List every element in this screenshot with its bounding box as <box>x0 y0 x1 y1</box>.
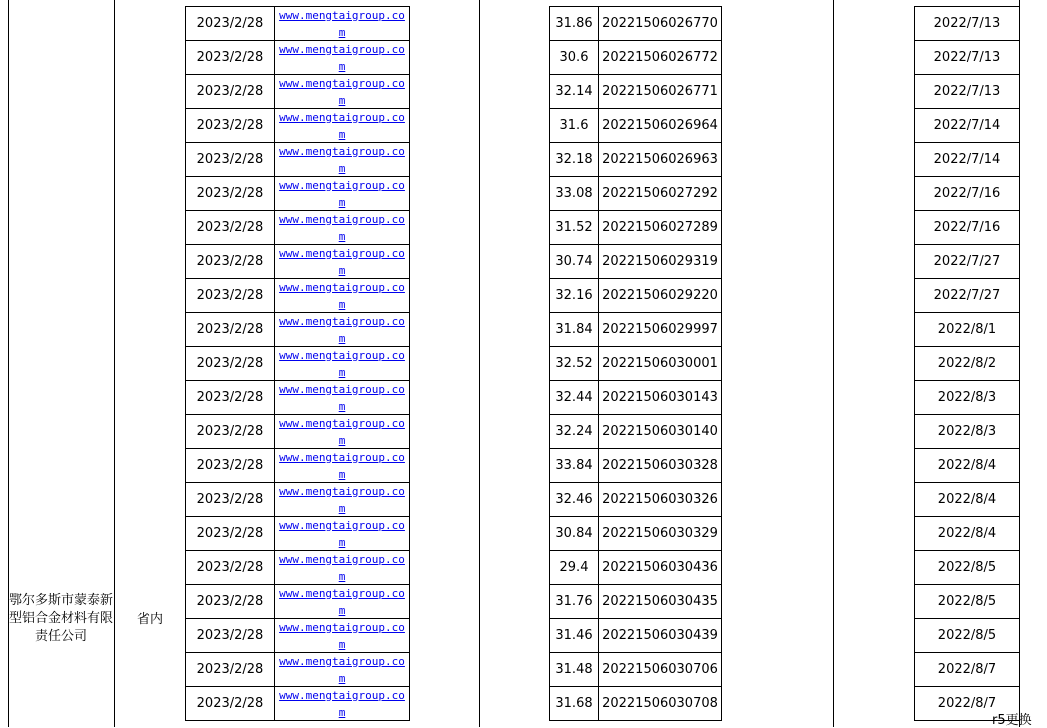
certificate-number-cell: 20221506030439 <box>602 628 718 643</box>
certificate-number-cell: 20221506030001 <box>602 356 718 371</box>
value-cell: 32.16 <box>555 288 593 303</box>
expiry-date-cell: 2023/2/28 <box>196 288 264 303</box>
table-cell <box>914 210 1020 245</box>
website-link[interactable]: www.mengtaigroup.com <box>279 178 405 209</box>
website-link[interactable]: www.mengtaigroup.com <box>279 620 405 651</box>
issue-date-cell: 2022/8/4 <box>937 492 997 507</box>
company-name: 鄂尔多斯市蒙泰新型铝合金材料有限责任公司 <box>8 593 113 644</box>
issue-date-cell: 2022/8/7 <box>937 662 997 677</box>
certificate-number-cell: 20221506029220 <box>602 288 718 303</box>
table-cell <box>549 414 599 449</box>
table-cell <box>274 414 410 449</box>
website-link[interactable]: www.mengtaigroup.com <box>279 450 405 481</box>
table-cell <box>914 516 1020 551</box>
certificate-number-cell: 20221506030326 <box>602 492 718 507</box>
table-cell <box>274 210 410 245</box>
issue-date-cell: 2022/8/3 <box>937 390 997 405</box>
expiry-date-cell: 2023/2/28 <box>196 560 264 575</box>
certificate-number-cell: 20221506030329 <box>602 526 718 541</box>
table-cell <box>549 210 599 245</box>
table-cell <box>549 686 599 721</box>
value-cell: 31.76 <box>555 594 593 609</box>
table-cell <box>914 74 1020 109</box>
table-cell <box>598 108 722 143</box>
table-cell <box>914 6 1020 41</box>
certificate-number-cell: 20221506030328 <box>602 458 718 473</box>
issue-date-cell: 2022/7/14 <box>933 152 1001 167</box>
value-cell: 32.14 <box>555 84 593 99</box>
issue-date-cell: 2022/7/14 <box>933 118 1001 133</box>
value-cell: 32.52 <box>555 356 593 371</box>
table-cell <box>274 108 410 143</box>
region-label: 省内 <box>136 612 163 627</box>
table-cell <box>598 584 722 619</box>
value-cell: 31.52 <box>555 220 593 235</box>
table-cell <box>185 40 275 75</box>
footer-note: r5更换 <box>992 713 1032 728</box>
table-cell <box>598 244 722 279</box>
table-cell <box>914 482 1020 517</box>
table-cell <box>274 6 410 41</box>
table-cell <box>598 550 722 585</box>
expiry-date-cell: 2023/2/28 <box>196 84 264 99</box>
certificate-number-cell: 20221506026772 <box>602 50 718 65</box>
table-cell <box>549 448 599 483</box>
grid-line <box>479 0 480 727</box>
website-link[interactable]: www.mengtaigroup.com <box>279 8 405 39</box>
table-cell <box>598 142 722 177</box>
table-cell <box>598 6 722 41</box>
website-link[interactable]: www.mengtaigroup.com <box>279 586 405 617</box>
website-link[interactable]: www.mengtaigroup.com <box>279 552 405 583</box>
table-cell <box>914 176 1020 211</box>
value-cell: 31.6 <box>559 118 589 133</box>
website-link[interactable]: www.mengtaigroup.com <box>279 76 405 107</box>
expiry-date-cell: 2023/2/28 <box>196 492 264 507</box>
website-link[interactable]: www.mengtaigroup.com <box>279 212 405 243</box>
issue-date-cell: 2022/8/5 <box>937 628 997 643</box>
table-cell <box>185 142 275 177</box>
table-cell <box>274 618 410 653</box>
table-cell <box>185 652 275 687</box>
table-cell <box>185 244 275 279</box>
table-cell <box>274 346 410 381</box>
certificate-number-cell: 20221506030140 <box>602 424 718 439</box>
table-cell <box>914 312 1020 347</box>
table-cell <box>185 6 275 41</box>
expiry-date-cell: 2023/2/28 <box>196 696 264 711</box>
website-link[interactable]: www.mengtaigroup.com <box>279 484 405 515</box>
website-link[interactable]: www.mengtaigroup.com <box>279 144 405 175</box>
website-link[interactable]: www.mengtaigroup.com <box>279 654 405 685</box>
certificate-number-cell: 20221506029997 <box>602 322 718 337</box>
value-cell: 31.46 <box>555 628 593 643</box>
expiry-date-cell: 2023/2/28 <box>196 458 264 473</box>
table-cell <box>598 448 722 483</box>
table-cell <box>549 142 599 177</box>
table-cell <box>598 414 722 449</box>
expiry-date-cell: 2023/2/28 <box>196 628 264 643</box>
table-cell <box>914 380 1020 415</box>
table-cell <box>549 278 599 313</box>
table-cell <box>185 312 275 347</box>
certificate-number-cell: 20221506030436 <box>602 560 718 575</box>
issue-date-cell: 2022/7/16 <box>933 186 1001 201</box>
certificate-number-cell: 20221506026771 <box>602 84 718 99</box>
table-cell <box>185 278 275 313</box>
value-cell: 33.84 <box>555 458 593 473</box>
table-cell <box>549 346 599 381</box>
certificate-number-cell: 20221506030708 <box>602 696 718 711</box>
table-cell <box>185 482 275 517</box>
website-link[interactable]: www.mengtaigroup.com <box>279 688 405 719</box>
table-cell <box>598 278 722 313</box>
certificate-number-cell: 20221506030143 <box>602 390 718 405</box>
table-cell <box>274 482 410 517</box>
table-cell <box>185 210 275 245</box>
website-link[interactable]: www.mengtaigroup.com <box>279 246 405 277</box>
table-cell <box>914 414 1020 449</box>
table-cell <box>274 40 410 75</box>
table-cell <box>549 40 599 75</box>
table-cell <box>914 244 1020 279</box>
table-cell <box>914 618 1020 653</box>
value-cell: 32.24 <box>555 424 593 439</box>
website-link[interactable]: www.mengtaigroup.com <box>279 280 405 311</box>
issue-date-cell: 2022/8/1 <box>937 322 997 337</box>
table-cell <box>185 618 275 653</box>
table-cell <box>274 448 410 483</box>
certificate-number-cell: 20221506027292 <box>602 186 718 201</box>
table-cell <box>598 74 722 109</box>
value-cell: 32.44 <box>555 390 593 405</box>
value-cell: 31.84 <box>555 322 593 337</box>
certificate-number-cell: 20221506026770 <box>602 16 718 31</box>
table-cell <box>598 380 722 415</box>
table-cell <box>598 652 722 687</box>
table-cell <box>914 550 1020 585</box>
value-cell: 31.86 <box>555 16 593 31</box>
table-cell <box>185 74 275 109</box>
website-link[interactable]: www.mengtaigroup.com <box>279 42 405 73</box>
issue-date-cell: 2022/8/2 <box>937 356 997 371</box>
grid-line <box>833 0 834 727</box>
issue-date-cell: 2022/7/27 <box>933 254 1001 269</box>
table-cell <box>598 210 722 245</box>
value-cell: 30.74 <box>555 254 593 269</box>
table-cell <box>185 686 275 721</box>
value-cell: 30.84 <box>555 526 593 541</box>
table-cell <box>185 346 275 381</box>
expiry-date-cell: 2023/2/28 <box>196 50 264 65</box>
table-cell <box>185 550 275 585</box>
table-cell <box>185 516 275 551</box>
value-cell: 31.48 <box>555 662 593 677</box>
value-cell: 30.6 <box>559 50 589 65</box>
value-cell: 31.68 <box>555 696 593 711</box>
table-cell <box>549 108 599 143</box>
table-cell <box>549 244 599 279</box>
table-cell <box>549 652 599 687</box>
table-cell <box>549 550 599 585</box>
expiry-date-cell: 2023/2/28 <box>196 254 264 269</box>
website-link[interactable]: www.mengtaigroup.com <box>279 382 405 413</box>
table-cell <box>274 686 410 721</box>
table-cell <box>274 584 410 619</box>
issue-date-cell: 2022/7/13 <box>933 84 1001 99</box>
issue-date-cell: 2022/7/27 <box>933 288 1001 303</box>
value-cell: 33.08 <box>555 186 593 201</box>
table-cell <box>598 40 722 75</box>
certificate-number-cell: 20221506026963 <box>602 152 718 167</box>
expiry-date-cell: 2023/2/28 <box>196 526 264 541</box>
certificate-number-cell: 20221506027289 <box>602 220 718 235</box>
expiry-date-cell: 2023/2/28 <box>196 594 264 609</box>
table-cell <box>274 550 410 585</box>
issue-date-cell: 2022/8/4 <box>937 526 997 541</box>
certificate-number-cell: 20221506029319 <box>602 254 718 269</box>
certificate-number-cell: 20221506026964 <box>602 118 718 133</box>
issue-date-cell: 2022/7/13 <box>933 50 1001 65</box>
table-cell <box>274 142 410 177</box>
table-cell <box>549 618 599 653</box>
table-cell <box>598 312 722 347</box>
expiry-date-cell: 2023/2/28 <box>196 186 264 201</box>
table-cell <box>274 176 410 211</box>
certificate-number-cell: 20221506030435 <box>602 594 718 609</box>
table-cell <box>598 516 722 551</box>
website-link[interactable]: www.mengtaigroup.com <box>279 518 405 549</box>
table-cell <box>598 346 722 381</box>
issue-date-cell: 2022/8/4 <box>937 458 997 473</box>
website-link[interactable]: www.mengtaigroup.com <box>279 416 405 447</box>
table-cell <box>549 482 599 517</box>
issue-date-cell: 2022/8/7 <box>937 696 997 711</box>
table-cell <box>549 584 599 619</box>
table-cell <box>274 278 410 313</box>
table-cell <box>549 6 599 41</box>
table-cell <box>914 278 1020 313</box>
table-cell <box>598 482 722 517</box>
website-link[interactable]: www.mengtaigroup.com <box>279 314 405 345</box>
expiry-date-cell: 2023/2/28 <box>196 118 264 133</box>
table-cell <box>598 618 722 653</box>
expiry-date-cell: 2023/2/28 <box>196 356 264 371</box>
table-cell <box>185 176 275 211</box>
table-cell <box>185 414 275 449</box>
expiry-date-cell: 2023/2/28 <box>196 662 264 677</box>
expiry-date-cell: 2023/2/28 <box>196 152 264 167</box>
table-cell <box>185 448 275 483</box>
table-cell <box>549 74 599 109</box>
table-cell <box>274 652 410 687</box>
table-cell <box>185 108 275 143</box>
table-cell <box>549 380 599 415</box>
table-cell <box>914 448 1020 483</box>
table-cell <box>914 142 1020 177</box>
table-cell <box>914 652 1020 687</box>
table-cell <box>274 74 410 109</box>
certificate-number-cell: 20221506030706 <box>602 662 718 677</box>
issue-date-cell: 2022/8/5 <box>937 594 997 609</box>
table-cell <box>274 312 410 347</box>
table-cell <box>598 686 722 721</box>
table-cell <box>598 176 722 211</box>
expiry-date-cell: 2023/2/28 <box>196 220 264 235</box>
table-cell <box>549 516 599 551</box>
table-cell <box>914 346 1020 381</box>
table-cell <box>274 516 410 551</box>
website-link[interactable]: www.mengtaigroup.com <box>279 110 405 141</box>
issue-date-cell: 2022/7/13 <box>933 16 1001 31</box>
table-cell <box>185 380 275 415</box>
value-cell: 32.46 <box>555 492 593 507</box>
value-cell: 32.18 <box>555 152 593 167</box>
table-cell <box>274 380 410 415</box>
table-cell <box>274 244 410 279</box>
expiry-date-cell: 2023/2/28 <box>196 16 264 31</box>
expiry-date-cell: 2023/2/28 <box>196 424 264 439</box>
table-cell <box>549 312 599 347</box>
table-cell <box>185 584 275 619</box>
issue-date-cell: 2022/8/3 <box>937 424 997 439</box>
table-cell <box>914 108 1020 143</box>
expiry-date-cell: 2023/2/28 <box>196 390 264 405</box>
table-cell <box>914 40 1020 75</box>
expiry-date-cell: 2023/2/28 <box>196 322 264 337</box>
table-cell <box>549 176 599 211</box>
value-cell: 29.4 <box>559 560 589 575</box>
table-cell <box>914 584 1020 619</box>
website-link[interactable]: www.mengtaigroup.com <box>279 348 405 379</box>
issue-date-cell: 2022/7/16 <box>933 220 1001 235</box>
issue-date-cell: 2022/8/5 <box>937 560 997 575</box>
